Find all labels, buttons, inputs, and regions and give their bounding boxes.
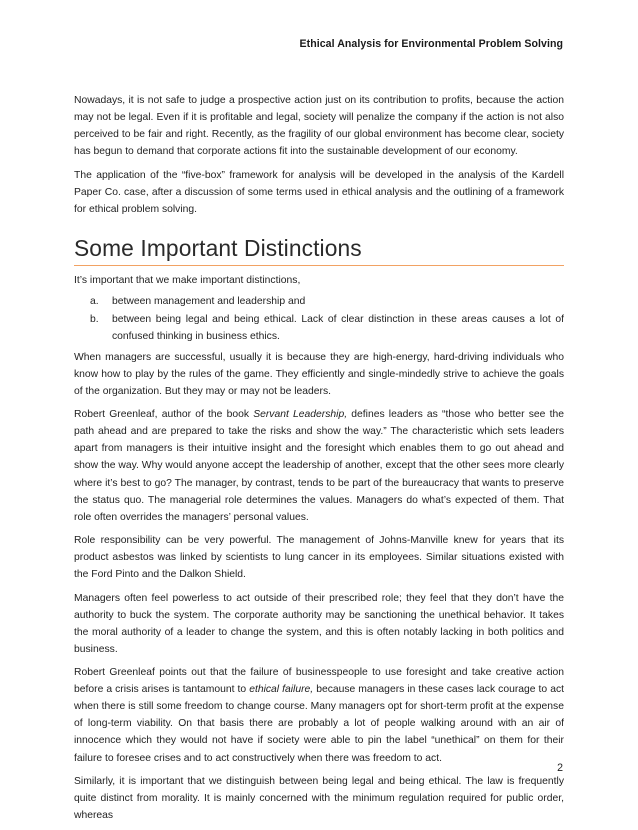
ethical-failure-paragraph (74, 664, 564, 767)
legal-vs-ethical-paragraph: Similarly, it is important that we distinguish between being legal and being ethical. The law is frequently quite distinct from morality. It is mainly concerned with the minimum regulation required for public order, whereas (74, 775, 564, 821)
emphasized-term: ethical failure, (249, 684, 314, 696)
list-item-text: between being legal and being ethical. Lack of clear distinction in these areas causes a lot of confused thinking in business ethics. (112, 313, 564, 342)
role-responsibility-paragraph: Role responsibility can be very powerful. The management of Johns-Manville knew for years that its product asbestos was linked by scientists to lung cancer in its employees. Similar situations existed with the Ford Pinto and the Dalkon Shield. (74, 535, 564, 581)
greenleaf-leadership-paragraph (74, 406, 564, 526)
list-item-text: between management and leadership and (112, 295, 306, 307)
managers-paragraph: When managers are successful, usually it is because they are high-energy, hard-driving individuals who know how to play by the rules of the game. They efficiently and single-mindedly strive to achieve the goals of the organization. But they may or may not be leaders. (74, 351, 564, 397)
paragraph-text: Robert Greenleaf, author of the book (74, 409, 254, 421)
list-item (74, 293, 564, 310)
intro-paragraph-1: Nowadays, it is not safe to judge a prospective action just on its contribution to profits, because the action may not be legal. Even if it is profitable and legal, society will penalize the company if the action is not also perceived to be fair and right. Recently, as the fragility of our global environment has become clear, society has begun to demand that corporate actions fit into the sustainable development of our economy. (74, 95, 564, 158)
list-item (74, 311, 564, 345)
page-number: 2 (557, 762, 563, 774)
powerless-managers-paragraph: Managers often feel powerless to act outside of their prescribed role; they feel that they don’t have the authority to buck the system. The corporate authority may be sanctioning the unethical behavior. It takes the moral authority of a leader to change the system, and this is often notably lacking in both politics and business. (74, 592, 564, 655)
intro-paragraph-2: The application of the “five-box” framework for analysis will be developed in the analysis of the Kardell Paper Co. case, after a discussion of some terms used in ethical analysis and the outlining of a framework for ethical problem solving. (74, 169, 564, 215)
list-marker: a. (90, 295, 99, 307)
paragraph-text: Robert Greenleaf points out that the failure of businesspeople to use foresight and take creative action before a crisis arises is tantamount to (74, 667, 564, 696)
paragraph-text: because managers in these cases lack courage to act when there is still some freedom to change course. Many managers opt for short-term profit at the expense of long-term viability. On that basis there are probably a lot of people walking around with an air of innocence which they would not have if society were able to pin the label “unethical” on them for their failure to foresee crises and to act constructively when there was freedom to act. (74, 684, 564, 764)
distinctions-list (74, 293, 564, 345)
list-marker: b. (90, 313, 99, 325)
book-title: Servant Leadership, (253, 409, 348, 421)
document-body (74, 92, 564, 830)
running-header: Ethical Analysis for Environmental Problem Solving (299, 38, 563, 50)
section-lead-paragraph: It’s important that we make important distinctions, (74, 274, 301, 286)
paragraph-text: defines leaders as “those who better see the path ahead and are prepared to take the risks and show the way.” The characteristic which sets leaders apart from managers is their intuitive insight and the foresight which enables them to go out ahead and show the way. Why would anyone accept the leadership of another, except that the other sees more clearly where it’s best to go? The manager, by contrast, tends to be part of the bureaucracy that wants to preserve the status quo. The managerial role determines the values. Managers do what’s expected of them. That role often overrides the managers’ personal values. (74, 409, 564, 523)
section-heading: Some Important Distinctions (74, 234, 564, 266)
